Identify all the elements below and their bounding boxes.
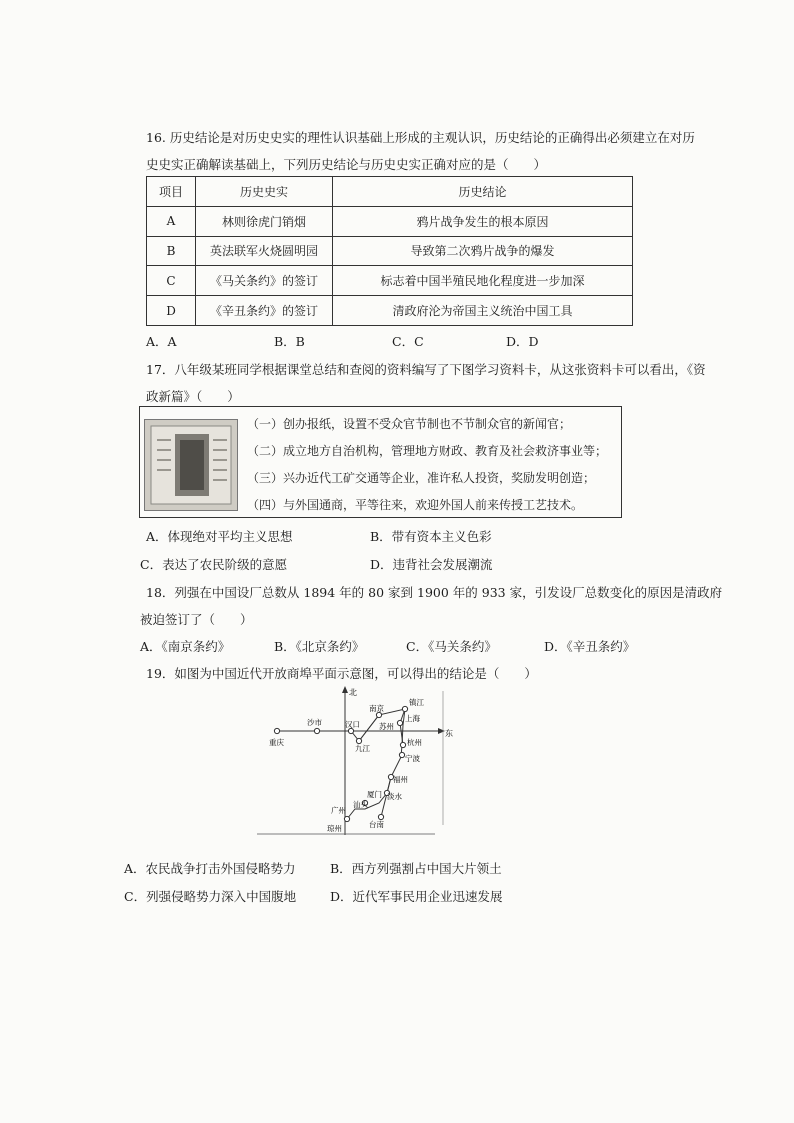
city-label: 广州 (331, 806, 346, 815)
table-cell: 英法联军火烧圆明园 (196, 236, 333, 266)
city-label: 镇江 (409, 698, 424, 707)
table-cell: 林则徐虎门销烟 (196, 206, 333, 236)
table-cell: 清政府沦为帝国主义统治中国工具 (333, 296, 633, 326)
city-label: 杭州 (407, 738, 422, 747)
table-header-item: 项目 (147, 177, 196, 207)
q19-option-b[interactable]: B．西方列强割占中国大片领土 (330, 861, 502, 876)
city-label: 南京 (369, 704, 384, 713)
q16-stem-line2: 史史实正确解读基础上，下列历史结论与历史史实正确对应的是（ ） (146, 157, 547, 172)
city-label: 九江 (355, 744, 370, 753)
q16-stem-line1: 16. 历史结论是对历史史实的理性认识基础上形成的主观认识，历史结论的正确得出必须建立在对历 (146, 130, 695, 145)
city-marker (402, 706, 407, 711)
q18-option-c[interactable]: C．《马关条约》 (406, 639, 497, 654)
card-line-2: （二）成立地方自治机构，管理地方财政、教育及社会救济事业等； (247, 444, 608, 458)
book-cover-icon (145, 420, 237, 510)
card-line-3: （三）兴办近代工矿交通等企业，准许私人投资，奖励发明创造； (247, 471, 596, 485)
table-cell: 《辛丑条约》的签订 (196, 296, 333, 326)
table-header-fact: 历史史实 (196, 177, 333, 207)
q16-option-a[interactable]: A．A (146, 334, 177, 349)
table-cell: D (147, 296, 196, 326)
q16-table (146, 176, 633, 326)
city-label: 厦门 (367, 790, 382, 799)
q18-stem-line1: 18．列强在中国设厂总数从 1894 年的 80 家到 1900 年的 933 家，引发设厂总数变化的原因是清政府 (146, 585, 723, 600)
table-cell: B (147, 236, 196, 266)
table-header-conclusion: 历史结论 (333, 177, 633, 207)
city-label: 汉口 (345, 720, 360, 729)
city-marker (376, 712, 381, 717)
q19-option-a[interactable]: A．农民战争打击外国侵略势力 (124, 861, 296, 876)
table-cell: A (147, 206, 196, 236)
study-card (139, 406, 622, 518)
table-row (147, 266, 633, 296)
table-cell: 鸦片战争发生的根本原因 (333, 206, 633, 236)
city-label: 宁波 (405, 754, 420, 763)
city-label: 苏州 (379, 722, 394, 731)
city-marker (397, 720, 402, 725)
city-marker (356, 738, 361, 743)
q18-option-b[interactable]: B．《北京条约》 (274, 639, 365, 654)
q16-option-d[interactable]: D．D (506, 334, 539, 349)
city-marker (400, 742, 405, 747)
table-cell: 标志着中国半殖民地化程度进一步加深 (333, 266, 633, 296)
q19-stem-line1: 19．如图为中国近代开放商埠平面示意图，可以得出的结论是（ ） (146, 666, 537, 681)
city-marker (344, 816, 349, 821)
q17-option-c[interactable]: C．表达了农民阶级的意愿 (140, 557, 288, 572)
q19-option-c[interactable]: C．列强侵略势力深入中国腹地 (124, 889, 297, 904)
table-header-row (147, 177, 633, 207)
city-marker (378, 814, 383, 819)
city-label: 上海 (405, 714, 420, 723)
north-arrow-icon (342, 686, 348, 693)
city-label: 淡水 (387, 792, 402, 801)
q17-option-a[interactable]: A．体现绝对平均主义思想 (146, 529, 293, 544)
q17-option-b[interactable]: B．带有资本主义色彩 (370, 529, 492, 544)
q17-option-d[interactable]: D．违背社会发展潮流 (370, 557, 493, 572)
city-marker (314, 728, 319, 733)
q18-option-d[interactable]: D．《辛丑条约》 (544, 639, 636, 654)
city-label: 福州 (393, 775, 408, 784)
table-row (147, 236, 633, 266)
table-cell: 导致第二次鸦片战争的爆发 (333, 236, 633, 266)
q16-option-c[interactable]: C．C (392, 334, 424, 349)
table-cell: 《马关条约》的签订 (196, 266, 333, 296)
table-row (147, 296, 633, 326)
q19-option-d[interactable]: D．近代军事民用企业迅速发展 (330, 889, 503, 904)
treaty-ports-map (255, 685, 455, 837)
q16-option-b[interactable]: B．B (274, 334, 305, 349)
q17-stem-line2: 政新篇》（ ） (146, 389, 240, 404)
book-cover-image (144, 419, 238, 511)
east-arrow-icon (438, 728, 445, 734)
q17-stem-line1: 17．八年级某班同学根据课堂总结和查阅的资料编写了下图学习资料卡，从这张资料卡可以看出，《资 (146, 362, 706, 377)
city-marker (274, 728, 279, 733)
card-line-1: （一）创办报纸，设置不受众官节制也不节制众官的新闻官； (247, 417, 572, 431)
route-segment (359, 715, 379, 741)
city-label: 沙市 (307, 718, 322, 727)
city-marker (348, 728, 353, 733)
city-label: 汕头 (353, 800, 368, 809)
card-line-4: （四）与外国通商，平等往来，欢迎外国人前来传授工艺技术。 (247, 498, 584, 512)
city-label: 重庆 (269, 738, 284, 747)
table-row (147, 206, 633, 236)
city-label: 台南 (369, 820, 384, 829)
q18-option-a[interactable]: A．《南京条约》 (140, 639, 231, 654)
city-marker (399, 752, 404, 757)
table-cell: C (147, 266, 196, 296)
north-label: 北 (349, 688, 357, 697)
q18-stem-line2: 被迫签订了（ ） (140, 612, 253, 627)
city-label: 琼州 (327, 824, 342, 833)
east-label: 东 (445, 729, 453, 738)
